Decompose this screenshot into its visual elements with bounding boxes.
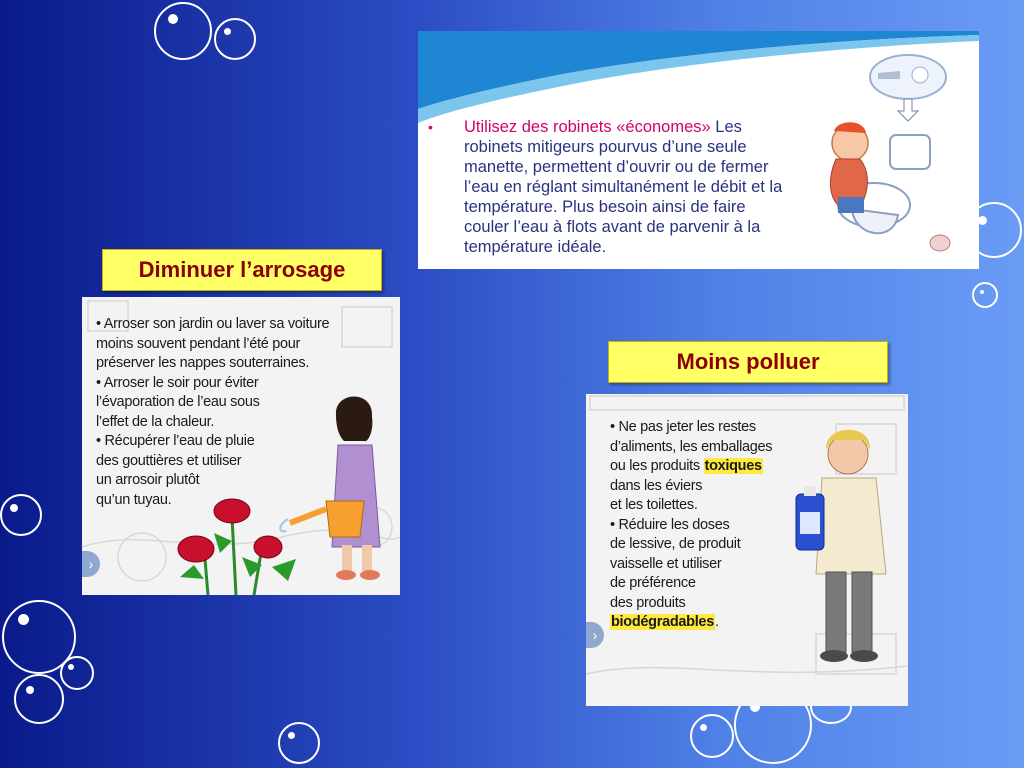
text-line: • Arroser le soir pour éviter — [96, 374, 259, 391]
text-line: l’effet de la chaleur. — [96, 413, 215, 430]
text-line: qu’un tuyau. — [96, 491, 172, 508]
arrosage-panel — [82, 297, 400, 595]
text-line: un arrosoir plutôt — [96, 472, 200, 488]
bubble-decoration — [278, 722, 320, 764]
text-line: d’aliments, les emballages — [610, 438, 773, 455]
text-line: dans les éviers — [610, 477, 703, 494]
bubble-decoration — [0, 494, 42, 536]
text-line: l’évaporation de l’eau sous — [96, 394, 260, 410]
polluer-text — [610, 418, 810, 633]
polluer-panel — [586, 394, 908, 706]
text-line — [610, 457, 810, 477]
bubble-decoration — [214, 18, 256, 60]
text-line: • Récupérer l’eau de pluie — [96, 433, 255, 449]
bullet: • — [428, 119, 433, 135]
title-arrosage: Diminuer l’arrosage — [102, 249, 382, 291]
text-segment: ou les produits — [610, 458, 700, 474]
bubble-decoration — [972, 282, 998, 308]
text-line: préserver les nappes souterraines. — [96, 355, 310, 371]
text-line: moins souvent pendant l’été pour — [96, 335, 301, 352]
text-line: des gouttières et utiliser — [96, 452, 242, 469]
child-toilet-illustration — [808, 47, 968, 257]
robinets-highlight: Utilisez des robinets «économes» — [464, 118, 711, 136]
text-line: de lessive, de produit — [610, 536, 741, 552]
text-line: et les toilettes. — [610, 497, 698, 513]
text-line: vaisselle et utiliser — [610, 555, 722, 572]
text-line: des produits — [610, 594, 686, 611]
text-line: de préférence — [610, 575, 696, 591]
highlight-biodegradables: biodégradables — [611, 614, 714, 630]
bubble-decoration — [14, 674, 64, 724]
title-polluer: Moins polluer — [608, 341, 888, 383]
chevron-right-icon[interactable]: › — [586, 622, 604, 648]
text-line: • Arroser son jardin ou laver sa voiture — [96, 316, 330, 332]
text-line: • Réduire les doses — [610, 516, 730, 533]
text-line: • Ne pas jeter les restes — [610, 419, 756, 435]
chevron-right-icon[interactable]: › — [82, 551, 100, 577]
arrosage-text — [96, 315, 396, 510]
robinets-text — [464, 117, 784, 257]
robinets-body: Les robinets mitigeurs pourvus d’une seule manette, permettent d’ouvrir ou de fermer l’eau en réglant simultanément le débit et la température. Plus besoin ainsi de faire couler l’eau à flots avant de parvenir à la température idéale. — [464, 118, 783, 256]
text-line — [610, 613, 810, 633]
bubble-decoration — [154, 2, 212, 60]
robinets-panel — [418, 31, 979, 269]
text-segment: . — [714, 614, 719, 630]
highlight-toxiques: toxiques — [704, 458, 762, 474]
bubble-decoration — [60, 656, 94, 690]
bubble-decoration — [690, 714, 734, 758]
